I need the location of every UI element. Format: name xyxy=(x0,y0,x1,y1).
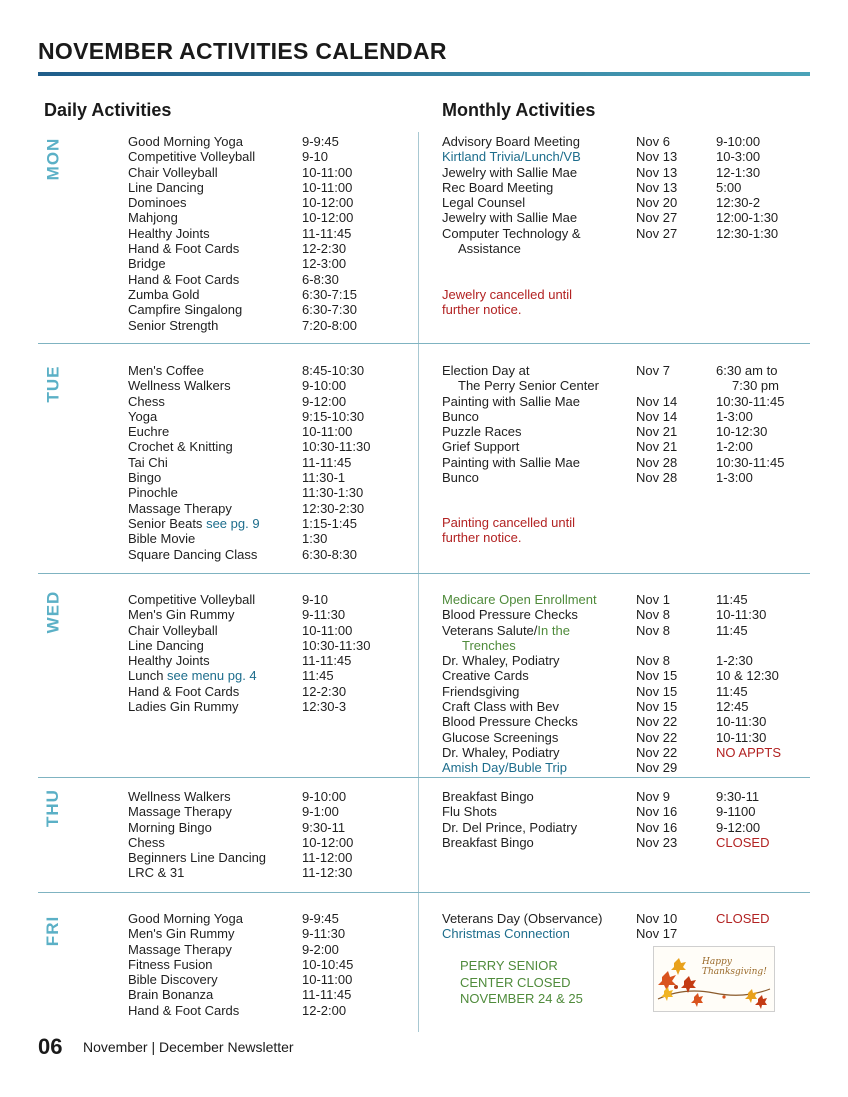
list-item: Christmas Connection Nov 17 xyxy=(442,926,678,942)
list-item: Chair Volleyball 10-11:00 xyxy=(128,622,353,638)
list-item: Painting with Sallie Mae Nov 28 10:30-11:45 xyxy=(442,454,785,470)
row-divider xyxy=(38,777,810,778)
list-item: Bridge 12-3:00 xyxy=(128,256,347,272)
thanksgiving-image xyxy=(653,946,775,1012)
list-item: Bible Discovery 10-11:00 xyxy=(128,972,353,988)
list-item: Crochet & Knitting 10:30-11:30 xyxy=(128,439,371,455)
list-item: Campfire Singalong 6:30-7:30 xyxy=(128,302,357,318)
day-label-wed: WED xyxy=(43,590,63,634)
list-item: Competitive Volleyball 9-10 xyxy=(128,149,329,165)
list-item: Craft Class with Bev Nov 15 12:45 xyxy=(442,699,749,715)
list-item: Painting with Sallie Mae Nov 14 10:30-11:45 xyxy=(442,393,785,409)
list-item: Dr. Del Prince, Podiatry Nov 16 9-12:00 xyxy=(442,819,761,835)
list-item: Beginners Line Dancing 11-12:00 xyxy=(128,850,353,866)
list-item: Bingo 11:30-1 xyxy=(128,470,346,486)
list-item: Lunch see menu pg. 4 11:45 xyxy=(128,668,334,684)
list-item: Rec Board Meeting Nov 13 5:00 xyxy=(442,179,742,195)
list-item: Chair Volleyball 10-11:00 xyxy=(128,164,353,180)
list-item: Senior Strength 7:20-8:00 xyxy=(128,317,357,333)
title-rule xyxy=(38,72,810,76)
list-item: Friendsgiving Nov 15 11:45 xyxy=(442,683,748,699)
list-item: Veterans Salute/In the Nov 8 11:45 xyxy=(442,622,748,638)
thanksgiving-greeting: Happy Thanksgiving! xyxy=(702,957,767,977)
list-item: Men's Gin Rummy 9-11:30 xyxy=(128,607,346,623)
list-item: Hand & Foot Cards 12-2:00 xyxy=(128,1002,347,1018)
list-item: Morning Bingo 9:30-11 xyxy=(128,819,346,835)
list-item: Line Dancing 10-11:00 xyxy=(128,179,353,195)
tue-daily-list xyxy=(128,363,370,562)
fri-monthly-list xyxy=(442,911,769,942)
senior-beats-link[interactable]: see pg. 9 xyxy=(206,515,260,531)
list-item: Men's Gin Rummy 9-11:30 xyxy=(128,926,346,942)
list-item: Bunco Nov 14 1-3:00 xyxy=(442,408,753,424)
list-item: Chess 10-12:00 xyxy=(128,834,354,850)
row-divider xyxy=(38,573,810,574)
column-divider xyxy=(418,132,419,1032)
newsletter-footer: November | December Newsletter xyxy=(83,1039,294,1055)
list-item: Mahjong 10-12:00 xyxy=(128,210,354,226)
list-item: Bunco Nov 28 1-3:00 xyxy=(442,470,753,486)
list-item: Dr. Whaley, Podiatry Nov 8 1-2:30 xyxy=(442,653,753,669)
day-label-thu: THU xyxy=(43,789,63,827)
list-item: Euchre 10-11:00 xyxy=(128,424,353,440)
list-item: Jewelry with Sallie Mae Nov 13 12-1:30 xyxy=(442,164,761,180)
list-item: Puzzle Races Nov 21 10-12:30 xyxy=(442,424,768,440)
list-item: Kirtland Trivia/Lunch/VB Nov 13 10-3:00 xyxy=(442,149,761,165)
list-item: Ladies Gin Rummy 12:30-3 xyxy=(128,699,347,715)
list-item: Bible Movie 1:30 xyxy=(128,531,328,547)
list-item: Wellness Walkers 9-10:00 xyxy=(128,378,347,394)
list-item: Blood Pressure Checks Nov 8 10-11:30 xyxy=(442,607,767,623)
list-item: Square Dancing Class 6:30-8:30 xyxy=(128,546,357,562)
list-item: Assistance xyxy=(458,241,521,257)
list-item: Senior Beats see pg. 9 1:15-1:45 xyxy=(128,515,357,531)
list-item: Breakfast Bingo Nov 23 CLOSED xyxy=(442,834,770,850)
list-item: Brain Bonanza 11-11:45 xyxy=(128,987,352,1003)
list-item: Advisory Board Meeting Nov 6 9-10:00 xyxy=(442,134,761,149)
list-item: Dr. Whaley, Podiatry Nov 22 NO APPTS xyxy=(442,744,782,760)
list-item: Grief Support Nov 21 1-2:00 xyxy=(442,439,753,455)
day-label-mon: MON xyxy=(43,137,63,181)
mon-cancel-note: Jewelry cancelled until further notice. xyxy=(442,287,573,318)
list-item: Flu Shots Nov 16 9-1100 xyxy=(442,804,756,820)
list-item: Zumba Gold 6:30-7:15 xyxy=(128,286,357,302)
list-item: Yoga 9:15-10:30 xyxy=(128,408,365,424)
thu-daily-list xyxy=(128,789,353,881)
day-label-tue: TUE xyxy=(43,365,62,403)
center-closed-notice: PERRY SENIOR CENTER CLOSED NOVEMBER 24 & 25 xyxy=(460,958,583,1006)
list-item: Healthy Joints 11-11:45 xyxy=(128,653,352,669)
list-item: Good Morning Yoga 9-9:45 xyxy=(128,911,339,926)
list-item: Wellness Walkers 9-10:00 xyxy=(128,789,347,804)
mon-daily-list xyxy=(128,134,357,333)
list-item: Jewelry with Sallie Mae Nov 27 12:00-1:30 xyxy=(442,210,779,226)
list-item: Hand & Foot Cards 12-2:30 xyxy=(128,683,347,699)
list-item: Medicare Open Enrollment Nov 1 11:45 xyxy=(442,592,748,607)
list-item: Glucose Screenings Nov 22 10-11:30 xyxy=(442,729,767,745)
list-item: Massage Therapy 12:30-2:30 xyxy=(128,500,365,516)
list-item: Pinochle 11:30-1:30 xyxy=(128,485,364,501)
day-label-fri: FRI xyxy=(43,915,63,947)
list-item: Massage Therapy 9-2:00 xyxy=(128,941,339,957)
list-item: The Perry Senior Center 7:30 pm xyxy=(458,378,779,394)
list-item: Legal Counsel Nov 20 12:30-2 xyxy=(442,195,761,211)
row-divider xyxy=(38,892,810,893)
monthly-activities-heading: Monthly Activities xyxy=(442,100,596,120)
fri-daily-list xyxy=(128,911,353,1018)
tue-cancel-note: Painting cancelled until further notice. xyxy=(442,515,575,546)
daily-activities-heading: Daily Activities xyxy=(44,100,172,120)
row-divider xyxy=(38,343,810,344)
page-number: 06 xyxy=(38,1034,63,1059)
list-item: Men's Coffee 8:45-10:30 xyxy=(128,363,365,378)
list-item: Hand & Foot Cards 12-2:30 xyxy=(128,241,347,257)
list-item: Amish Day/Buble Trip Nov 29 xyxy=(442,760,678,776)
lunch-menu-link[interactable]: see menu pg. 4 xyxy=(167,668,257,684)
list-item: Dominoes 10-12:00 xyxy=(128,195,354,211)
list-item: Good Morning Yoga 9-9:45 xyxy=(128,134,339,149)
list-item: Veterans Day (Observance) Nov 10 CLOSED xyxy=(442,911,770,926)
list-item: Creative Cards Nov 15 10 & 12:30 xyxy=(442,668,779,684)
list-item: Computer Technology & Nov 27 12:30-1:30 xyxy=(442,225,779,241)
mon-monthly-list xyxy=(442,134,778,256)
thu-monthly-list xyxy=(442,789,769,850)
list-item: Blood Pressure Checks Nov 22 10-11:30 xyxy=(442,714,767,730)
list-item: Healthy Joints 11-11:45 xyxy=(128,225,352,241)
list-item: Massage Therapy 9-1:00 xyxy=(128,804,339,820)
list-item: Fitness Fusion 10-10:45 xyxy=(128,956,354,972)
page-title: NOVEMBER ACTIVITIES CALENDAR xyxy=(38,38,447,64)
list-item: Trenches xyxy=(462,637,516,653)
list-item: Election Day at Nov 7 6:30 am to xyxy=(442,363,778,378)
list-item: Hand & Foot Cards 6-8:30 xyxy=(128,271,339,287)
list-item: Breakfast Bingo Nov 9 9:30-11 xyxy=(442,789,760,804)
list-item: Line Dancing 10:30-11:30 xyxy=(128,637,371,653)
list-item: Competitive Volleyball 9-10 xyxy=(128,592,329,607)
list-item: Tai Chi 11-11:45 xyxy=(128,454,352,470)
wed-monthly-list xyxy=(442,592,781,776)
tue-monthly-list xyxy=(442,363,784,485)
list-item: Chess 9-12:00 xyxy=(128,393,347,409)
wed-daily-list xyxy=(128,592,370,714)
list-item: LRC & 31 11-12:30 xyxy=(128,865,353,881)
